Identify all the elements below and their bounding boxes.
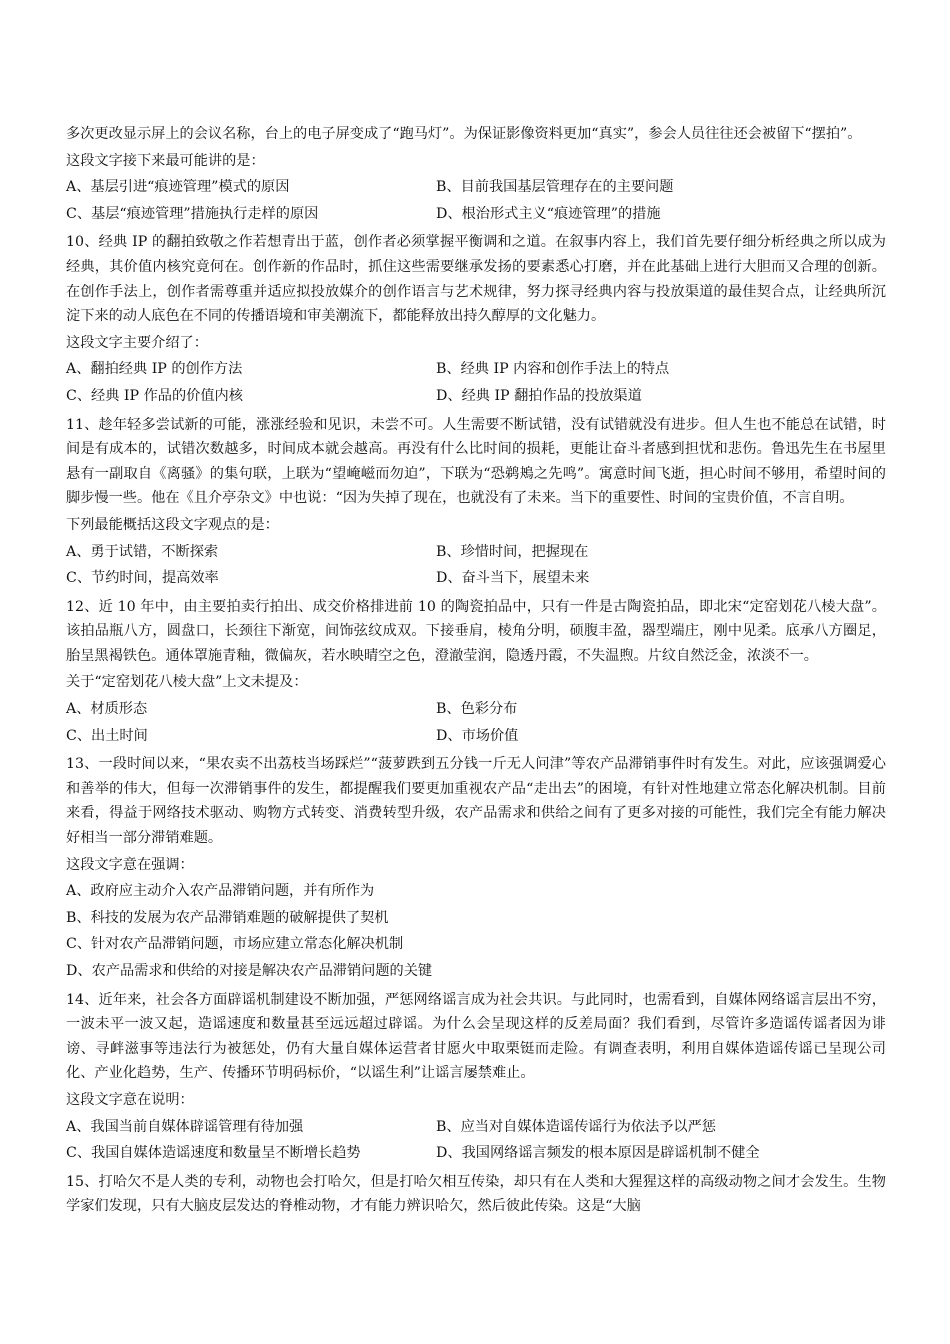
option-c: C、基层“痕迹管理”措施执行走样的原因: [66, 205, 319, 222]
question-block: [66, 230, 886, 408]
option-c: C、节约时间，提高效率: [66, 570, 219, 587]
question-passage: 10、经典 IP 的翻拍致敬之作若想青出于蓝，创作者必须掌握平衡调和之道。在叙事内容上，我们首先要仔细分析经典之所以成为经典，其价值内核究竟何在。创作新的作品时，抓住这些需要继承发扬的要素悉心打磨，并在此基础上进行大胆而又合理的创新。在创作手法上，创作者需尊重并适应拟投放媒介的创作语言与艺术规律，努力探寻经典内容与投放渠道的最佳契合点，让经典所沉淀下来的动人底色在不同的传播语境和审美潮流下，都能释放出持久醇厚的文化魅力。: [66, 234, 886, 325]
question-block: [66, 122, 886, 226]
option-d: D、农产品需求和供给的对接是解决农产品滞销问题的关键: [66, 963, 433, 979]
option-d: D、奋斗当下，展望未来: [436, 570, 590, 587]
question-block: [66, 595, 886, 749]
question-block: [66, 413, 886, 591]
options-list: [66, 879, 886, 983]
question-prompt: 这段文字接下来最可能讲的是：: [66, 152, 265, 169]
question-block: [66, 752, 886, 983]
options-grid: [66, 175, 886, 226]
question-passage: 15、打哈欠不是人类的专利，动物也会打哈欠，但是打哈欠相互传染，却只有在人类和大猩猩这样的高级动物之间才会发生。生物学家们发现，只有大脑皮层发达的脊椎动物，才有能力辨识哈欠，然后彼此传染。这是“大脑: [66, 1173, 886, 1215]
option-d: D、根治形式主义“痕迹管理”的措施: [436, 205, 661, 222]
option-a: A、政府应主动介入农产品滞销问题，并有所作为: [66, 883, 375, 900]
option-b: B、科技的发展为农产品滞销难题的破解提供了契机: [66, 909, 389, 926]
option-b: B、目前我国基层管理存在的主要问题: [436, 179, 674, 196]
question-passage: 11、趁年轻多尝试新的可能，涨涨经验和见识，未尝不可。人生需要不断试错，没有试错就没有进步。但人生也不能总在试错，时间是有成本的，试错次数越多，时间成本就会越高。再没有什么比时间的损耗，更能让奋斗者感到担忧和悲伤。鲁迅先生在书屋里悬有一副取自《离骚》的集句联，上联为“望崦嵫而勿迫”，下联为“恐鹈鴂之先鸣”。寓意时间飞逝，担心时间不够用，希望时间的脚步慢一些。他在《且介亭杂文》中也说：“因为失掉了现在，也就没有了未来。当下的重要性、时间的宝贵价值，不言自明。: [66, 416, 886, 507]
question-prompt: 这段文字意在强调：: [66, 856, 194, 873]
question-block: [66, 1170, 886, 1219]
document-page: [66, 118, 886, 1221]
option-a: A、我国当前自媒体辟谣管理有待加强: [66, 1118, 304, 1135]
question-prompt: 这段文字主要介绍了：: [66, 334, 208, 351]
option-b: B、珍惜时间，把握现在: [436, 543, 589, 560]
question-passage: 12、近 10 年中，由主要拍卖行拍出、成交价格排进前 10 的陶瓷拍品中，只有一件是古陶瓷拍品，即北宋“定窑划花八棱大盘”。该拍品瓶八方，圆盘口，长颈往下渐宽，间饰弦纹成双。下接垂肩，棱角分明，硕腹丰盈，器型端庄，刚中见柔。底承八方圈足，胎呈黑褐铁色。通体罩施青釉，微偏灰，若水映晴空之色，澄澈莹润，隐透丹霞，不失温煦。片纹自然泛金，浓淡不一。: [66, 598, 886, 664]
options-grid: [66, 357, 886, 408]
option-d: D、市场价值: [436, 727, 519, 744]
option-c: C、我国自媒体造谣速度和数量呈不断增长趋势: [66, 1145, 361, 1162]
option-d: D、我国网络谣言频发的根本原因是辟谣机制不健全: [436, 1145, 760, 1162]
options-grid: [66, 697, 886, 748]
options-grid: [66, 1115, 886, 1166]
option-b: B、经典 IP 内容和创作手法上的特点: [436, 361, 670, 378]
option-c: C、出土时间: [66, 727, 148, 744]
question-prompt: 关于“定窑划花八棱大盘”上文未提及：: [66, 674, 308, 691]
question-prompt: 这段文字意在说明：: [66, 1091, 194, 1108]
option-b: B、应当对自媒体造谣传谣行为依法予以严惩: [436, 1118, 716, 1135]
question-prompt: 下列最能概括这段文字观点的是：: [66, 516, 279, 533]
options-grid: [66, 540, 886, 591]
option-a: A、基层引进“痕迹管理”模式的原因: [66, 179, 290, 196]
option-a: A、勇于试错，不断探索: [66, 543, 219, 560]
question-passage: 多次更改显示屏上的会议名称，台上的电子屏变成了“跑马灯”。为保证影像资料更加“真实”，参会人员往往还会被留下“摆拍”。: [66, 126, 862, 142]
question-passage: 13、一段时间以来，“果农卖不出荔枝当场踩烂”“菠萝跌到五分钱一斤无人问津”等农产品滞销事件时有发生。对此，应该强调爱心和善举的伟大，但每一次滞销事件的发生，都提醒我们要更加重视农产品“走出去”的困境，有针对性地建立常态化解决机制。目前来看，得益于网络技术驱动、购物方式转变、消费转型升级，农产品需求和供给之间有了更多对接的可能性，我们完全有能力解决好相当一部分滞销难题。: [66, 756, 886, 847]
option-c: C、针对农产品滞销问题，市场应建立常态化解决机制: [66, 936, 404, 953]
option-d: D、经典 IP 翻拍作品的投放渠道: [436, 387, 642, 404]
question-passage: 14、近年来，社会各方面辟谣机制建设不断加强，严惩网络谣言成为社会共识。与此同时，也需看到，自媒体网络谣言层出不穷，一波未平一波又起，造谣速度和数量甚至远远超过辟谣。为什么会呈现这样的反差局面？我们看到，尽管许多造谣传谣者因为诽谤、寻衅滋事等违法行为被惩处，仍有大量自媒体运营者甘愿火中取栗铤而走险。有调查表明，利用自媒体造谣传谣已呈现公司化、产业化趋势，生产、传播环节明码标价，“以谣生利”让谣言屡禁难止。: [66, 991, 886, 1082]
question-block: [66, 988, 886, 1166]
option-c: C、经典 IP 作品的价值内核: [66, 387, 243, 404]
option-a: A、材质形态: [66, 701, 148, 718]
option-a: A、翻拍经典 IP 的创作方法: [66, 361, 243, 378]
option-b: B、色彩分布: [436, 701, 518, 718]
